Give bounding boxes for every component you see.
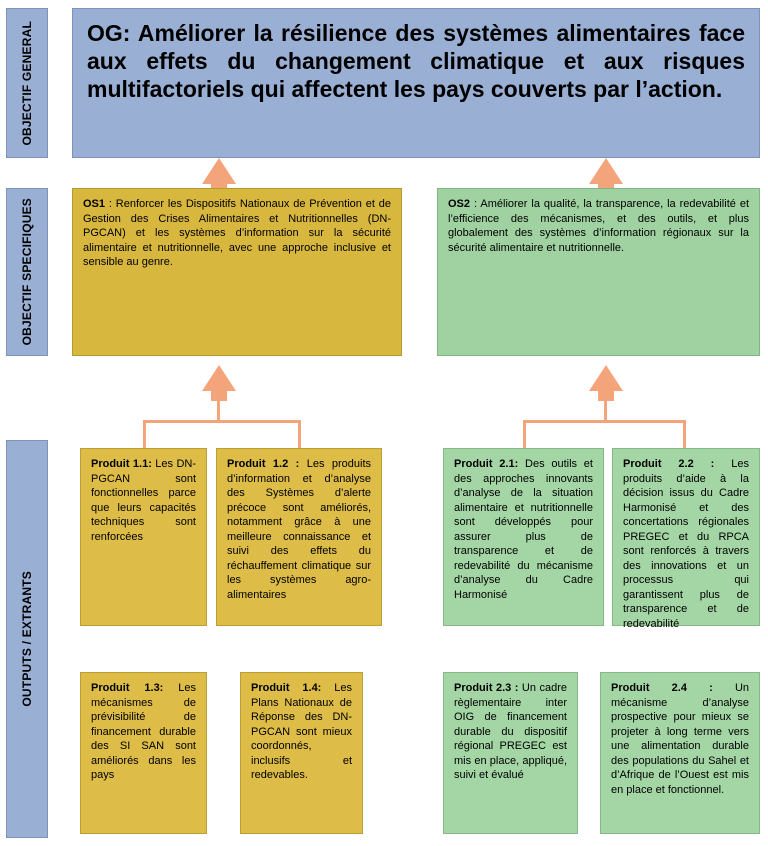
arrow-outputs1-to-os1 <box>199 365 239 401</box>
specific-objective-os2-box <box>437 188 760 356</box>
specific-objective-os1-text: OS1 : Renforcer les Dispositifs Nationaux de Prévention et de Gestion des Crises Alimentaires et Nutritionnelles (DN-PGCAN) et les systèmes d’information sur la sécurité alimentaire et nutritionnelle, avec une approche inclusive et sensible au genre. <box>83 198 391 269</box>
output-produit-1-1-box <box>80 448 207 626</box>
output-produit-1-3-box <box>80 672 207 834</box>
output-produit-1-1-text: Produit 1.1: Les DN-PGCAN sont fonctionnelles parce que leurs capacités techniques sont renforcées <box>91 458 196 543</box>
specific-objective-os2-text: OS2 : Améliorer la qualité, la transparence, la redevabilité et l’efficience des mécanismes, et des outils, et plus globalement des systèmes d’information régionaux sur la sécurité alimentaire et nutritionnelle. <box>448 198 749 254</box>
output-produit-2-4-box <box>600 672 760 834</box>
band-label-general-objective <box>6 8 48 158</box>
band-label-outputs <box>6 440 48 838</box>
output-produit-1-2-box <box>216 448 382 626</box>
band-label-specific-objectives <box>6 188 48 356</box>
specific-objective-os1-box <box>72 188 402 356</box>
output-produit-1-2-text: Produit 1.2 : Les produits d’information et d’analyse des Systèmes d’alerte précoce sont améliorés, notamment grâce à une meilleure connaissance et suivi des effets du réchauffement climatique sur les systèmes agro-alimentaires <box>227 458 372 601</box>
output-produit-2-3-text: Produit 2.3 : Un cadre règlementaire inter OIG de financement durable du dispositif régional PREGEC est mis en place, appliqué, suivi et évalué <box>454 682 567 782</box>
arrow-head-icon <box>589 365 623 391</box>
arrow-outputs2-to-os2 <box>586 365 626 401</box>
output-produit-2-3-box <box>443 672 578 834</box>
arrow-shaft <box>598 180 614 188</box>
connector-right-riser-1 <box>523 420 526 448</box>
band-label-general-objective-text: OBJECTIF GENERAL <box>19 20 34 146</box>
arrow-shaft <box>211 389 227 401</box>
output-produit-2-2-box <box>612 448 760 630</box>
general-objective-text: OG: Améliorer la résilience des systèmes alimentaires face aux effets du changement climatique et aux risques multifactoriels qui affectent les pays couverts par l’action. <box>87 20 745 103</box>
output-produit-1-4-text: Produit 1.4: Les Plans Nationaux de Réponse des DN-PGCAN sont mieux coordonnés, inclusifs et redevables. <box>251 682 352 782</box>
connector-right-horizontal <box>523 420 686 423</box>
arrow-shaft <box>211 180 227 188</box>
band-label-outputs-text: OUTPUTS / EXTRANTS <box>19 571 34 707</box>
output-produit-2-1-text: Produit 2.1: Des outils et des approches innovants d’analyse de la situation alimentaire et nutritionnelle sont développés pour assurer plus de transparence et de redevabilité du mécanisme d’analyse du Cadre Harmonisé <box>454 458 593 601</box>
arrow-head-icon <box>202 365 236 391</box>
arrow-shaft <box>598 389 614 401</box>
general-objective-box <box>72 8 760 158</box>
connector-left-riser-2 <box>298 420 301 448</box>
output-produit-2-2-text: Produit 2.2 : Les produits d’aide à la décision issus du Cadre Harmonisé et des concertations régionales PREGEC et du RPCA sont renforcés à travers des innovations et un processus qui garantissent plus de transparence et de redevabilité <box>623 458 749 630</box>
connector-right-riser-2 <box>683 420 686 448</box>
output-produit-1-3-text: Produit 1.3: Les mécanismes de prévisibilité de financement durable des SI SAN sont améliorés dans les pays <box>91 682 196 782</box>
connector-left-riser-1 <box>143 420 146 448</box>
band-label-specific-objectives-text: OBJECTIF SPECIFIQUES <box>19 198 34 346</box>
arrow-os2-to-og <box>586 158 626 188</box>
arrow-os1-to-og <box>199 158 239 188</box>
output-produit-2-1-box <box>443 448 604 626</box>
connector-left-horizontal <box>143 420 301 423</box>
output-produit-2-4-text: Produit 2.4 : Un mécanisme d’analyse prospective pour mieux se projeter à long terme vers une alimentation durable des populations du Sahel et d’Afrique de l’Ouest est mis en place et fonctionnel. <box>611 682 750 796</box>
output-produit-1-4-box <box>240 672 363 834</box>
